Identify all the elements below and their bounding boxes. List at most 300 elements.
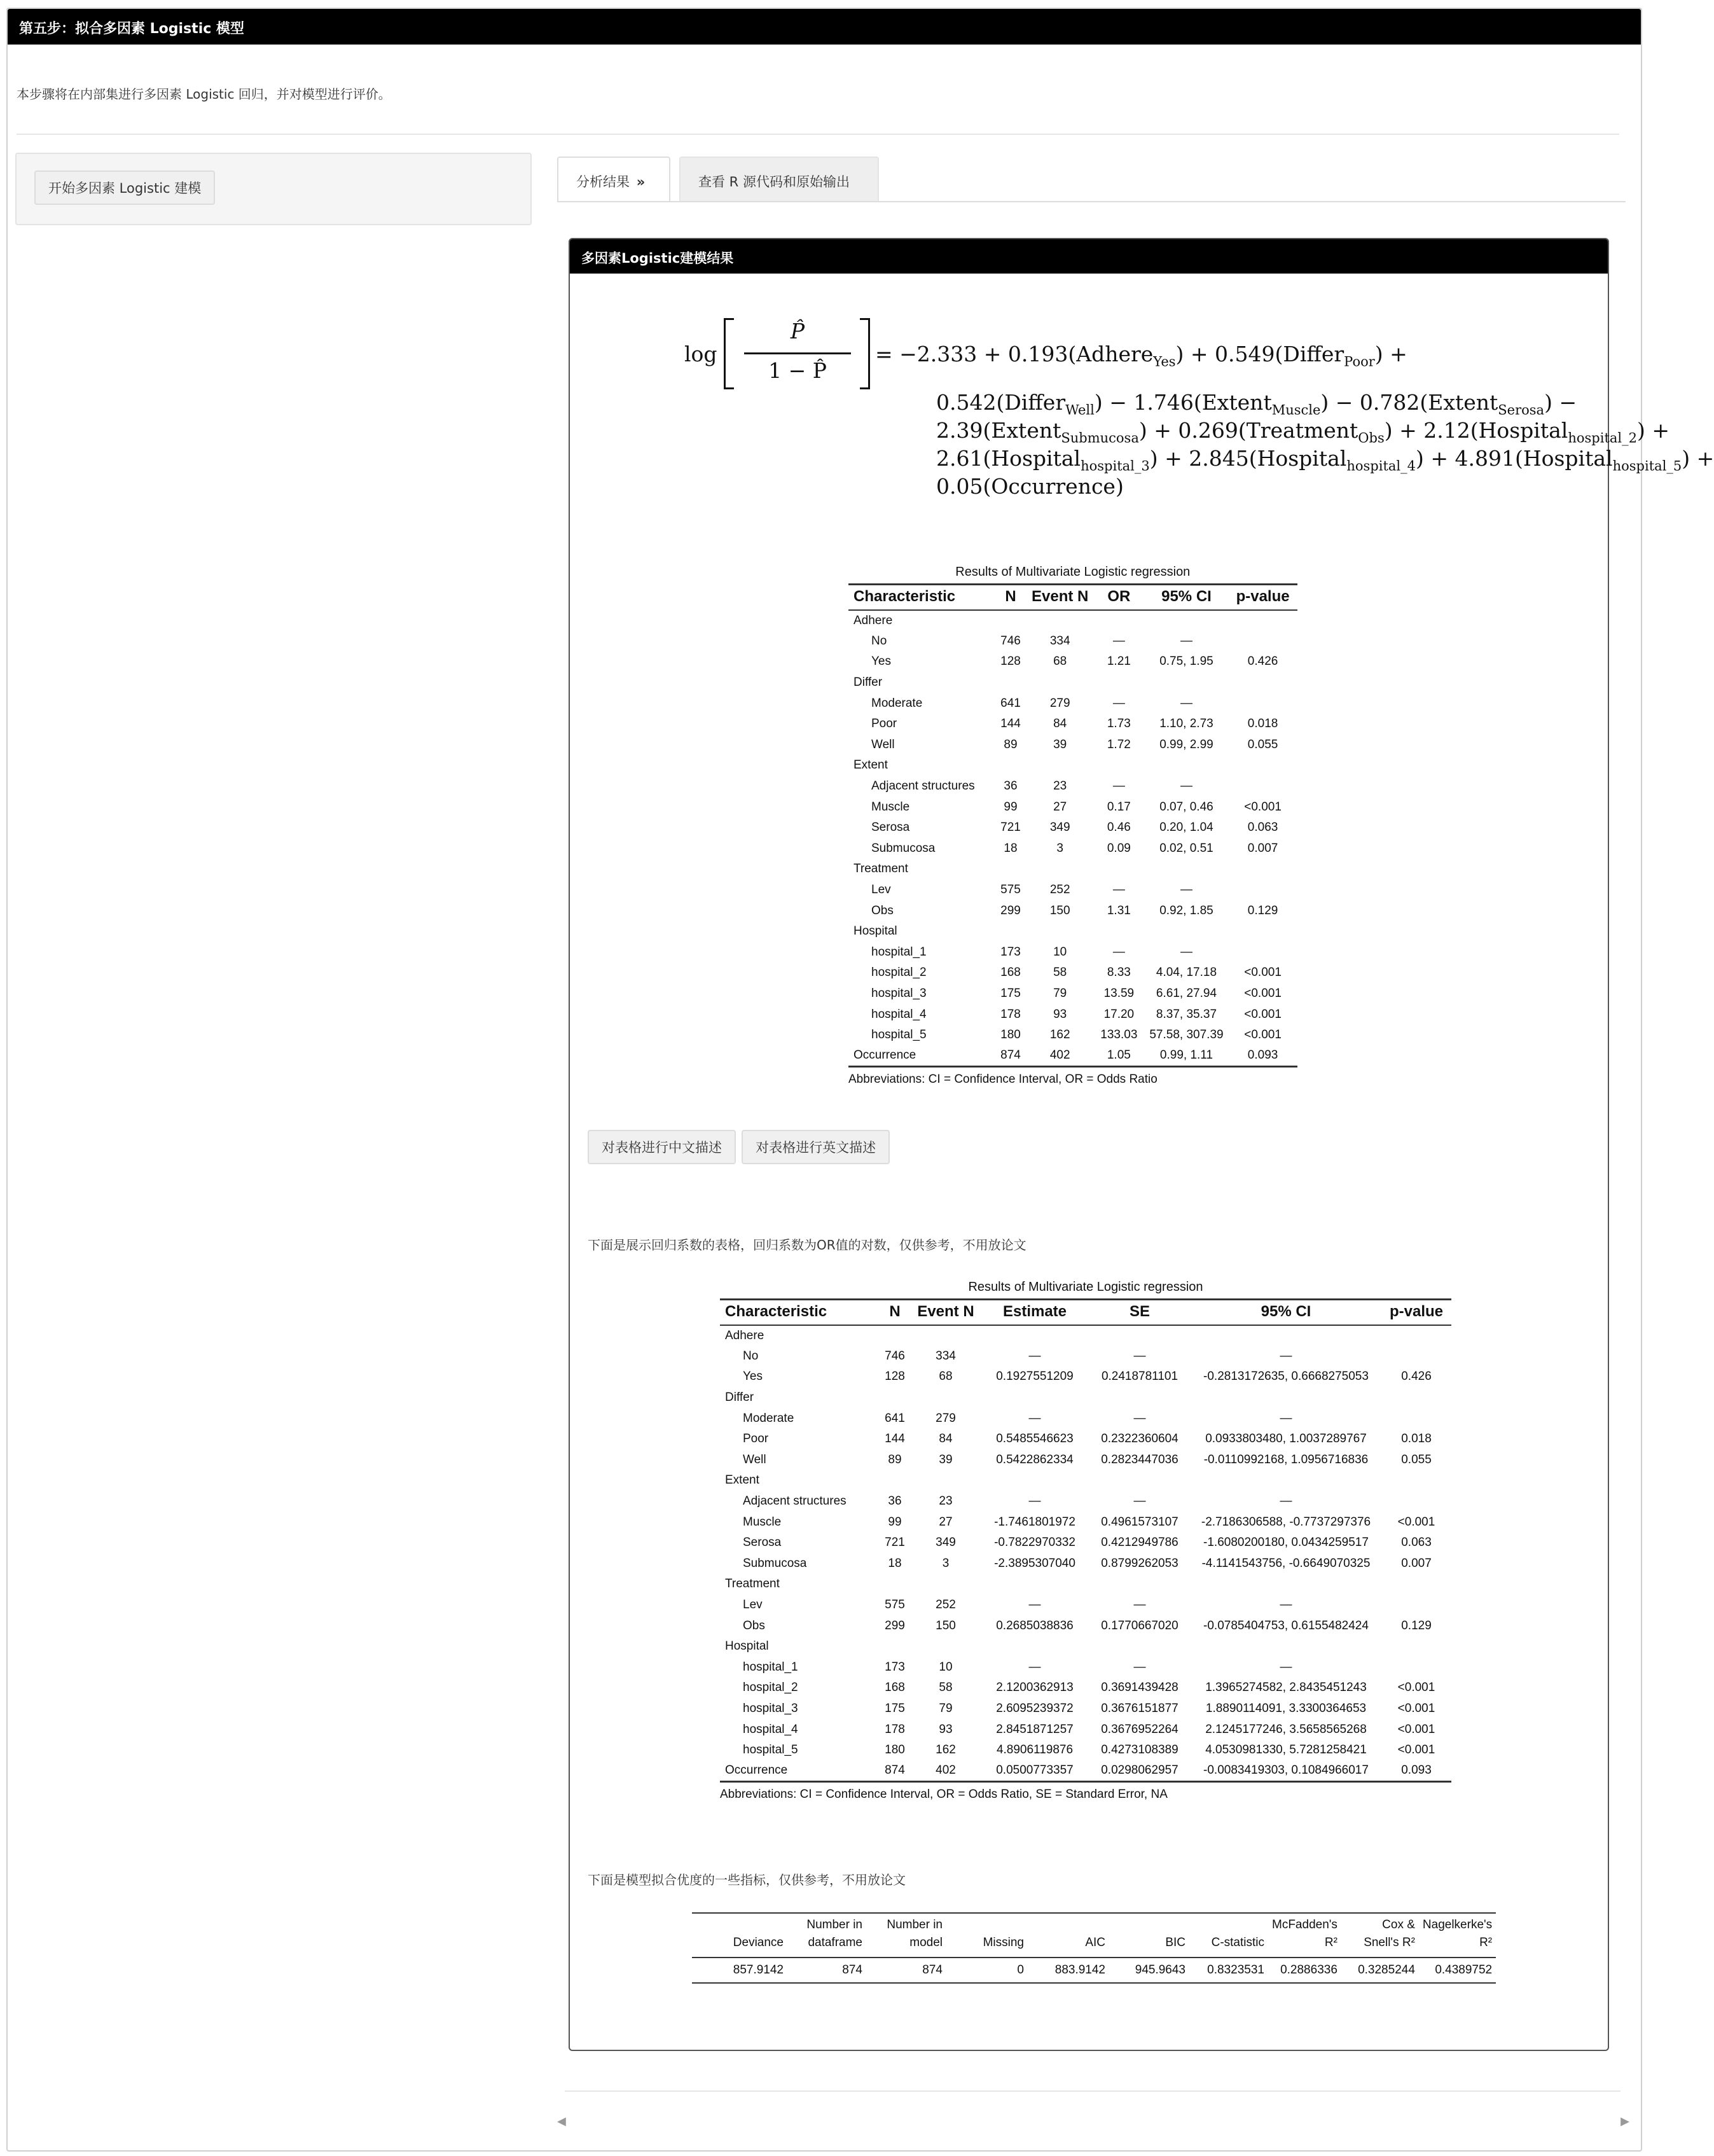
- or-table-cell: [1229, 672, 1297, 693]
- fit-value-cell: 0.2886336: [1268, 1958, 1341, 1983]
- table-row: [848, 755, 1297, 776]
- coef-table-cell: Moderate: [743, 1411, 794, 1425]
- coef-table-cell: -0.2813172635, 0.6668275053: [1203, 1370, 1369, 1384]
- result-panel: [569, 238, 1714, 2051]
- or-table-cell: Submucosa: [871, 841, 936, 855]
- table-row: [720, 1760, 1451, 1781]
- or-header-cell: 95% CI: [1144, 585, 1228, 611]
- horizontal-scrollbar[interactable]: [557, 2115, 1629, 2130]
- or-table-cell: 299: [1000, 903, 1021, 917]
- or-header-cell: OR: [1093, 585, 1144, 611]
- coef-table-cell: 0.2823447036: [1101, 1452, 1178, 1466]
- or-table-cell: 175: [1000, 986, 1021, 1000]
- or-table-cell: 128: [1000, 655, 1021, 669]
- formula-text: ) +: [1374, 342, 1407, 366]
- coef-table-cell: 84: [939, 1432, 953, 1446]
- or-table-cell: [1026, 755, 1093, 776]
- or-table-cell: 0.99, 1.11: [1144, 1045, 1228, 1066]
- table-row: [848, 693, 1297, 714]
- coef-table-cell: [1191, 1470, 1381, 1491]
- or-table-cell: 0.20, 1.04: [1159, 821, 1213, 835]
- or-table-cell: 0.75, 1.95: [1159, 655, 1213, 669]
- or-table-cell: 0.99, 2.99: [1159, 737, 1213, 751]
- or-table-cell: 746: [1000, 634, 1021, 648]
- coef-table-cell: 173: [885, 1660, 905, 1674]
- or-table-cell: <0.001: [1244, 986, 1282, 1000]
- divider: [17, 134, 1619, 135]
- or-table-cell: 162: [1049, 1028, 1070, 1042]
- or-table-cell: 0.093: [1229, 1045, 1297, 1066]
- coef-table-cell: <0.001: [1397, 1701, 1435, 1715]
- formula-subscript: Well: [1065, 402, 1095, 418]
- step-title: 第五步：拟合多因素 Logistic 模型: [8, 9, 1641, 45]
- or-table-cell: [1229, 693, 1297, 714]
- table-row: [848, 900, 1297, 921]
- table-row: [848, 631, 1297, 652]
- coef-table-cell: [911, 1574, 981, 1595]
- tab-analysis-results[interactable]: [557, 156, 670, 202]
- or-header-cell: N: [995, 585, 1026, 611]
- or-table-cell: <0.001: [1244, 966, 1282, 980]
- or-table-cell: 0.02, 0.51: [1159, 841, 1213, 855]
- table-row: [848, 963, 1297, 984]
- coef-table-cell: 79: [939, 1701, 953, 1715]
- coef-table-cell: 144: [885, 1432, 905, 1446]
- or-table-cell: Yes: [871, 655, 891, 669]
- coef-table-cell: —: [1133, 1349, 1146, 1363]
- tab-label: 分析结果: [576, 174, 630, 190]
- coef-table-note: 下面是展示回归系数的表格，回归系数为OR值的对数，仅供参考，不用放论文: [588, 1237, 1026, 1253]
- coef-table-cell: [1381, 1491, 1451, 1512]
- coef-table-cell: 4.0530981330, 5.7281258421: [1205, 1743, 1367, 1757]
- coef-header-cell: 95% CI: [1191, 1300, 1381, 1326]
- or-table-cell: [1229, 942, 1297, 963]
- coef-table-cell: -1.7461801972: [994, 1515, 1075, 1529]
- or-table-cell: —: [1180, 883, 1192, 897]
- coef-table-cell: Obs: [743, 1618, 765, 1632]
- coef-table-cell: 93: [939, 1722, 953, 1736]
- or-table-cell: 79: [1053, 986, 1067, 1000]
- coef-table-cell: 0.063: [1401, 1536, 1432, 1550]
- coef-table-cell: [879, 1325, 911, 1346]
- or-table-cell: 874: [995, 1045, 1026, 1066]
- or-table-cell: <0.001: [1244, 1028, 1282, 1042]
- or-table-cell: hospital_4: [871, 1007, 927, 1021]
- or-table-cell: 68: [1053, 655, 1067, 669]
- or-table-cell: [1229, 631, 1297, 652]
- or-table-cell: [1026, 921, 1093, 942]
- table-row: [720, 1450, 1451, 1471]
- or-table-cell: 99: [1004, 800, 1018, 814]
- formula-text: = −2.333 + 0.193(Adhere: [875, 342, 1154, 366]
- or-table-cell: 144: [1000, 717, 1021, 731]
- or-table-cell: 252: [1049, 883, 1070, 897]
- or-table-cell: 0.426: [1247, 655, 1278, 669]
- table-row: [720, 1512, 1451, 1533]
- coef-table-cell: Serosa: [743, 1536, 782, 1550]
- coef-table-cell: 252: [936, 1598, 956, 1612]
- table-row: [720, 1346, 1451, 1367]
- or-table-cell: 180: [1000, 1028, 1021, 1042]
- or-table-cell: 17.20: [1103, 1007, 1135, 1021]
- coef-table-cell: 2.1200362913: [996, 1681, 1074, 1695]
- coef-table-cell: [1089, 1574, 1191, 1595]
- or-table-cell: —: [1180, 945, 1192, 959]
- coef-table-cell: Muscle: [743, 1515, 782, 1529]
- table-row: [848, 1045, 1297, 1066]
- formula-denominator: 1 − P̂: [768, 358, 827, 383]
- or-table-cell: —: [1112, 696, 1125, 710]
- coef-table-cell: 0.018: [1401, 1432, 1432, 1446]
- coef-table-cell: —: [1133, 1598, 1146, 1612]
- coef-table-cell: <0.001: [1397, 1722, 1435, 1736]
- coef-table-cell: Poor: [743, 1432, 769, 1446]
- table-row: [848, 1025, 1297, 1046]
- coef-table-cell: 721: [885, 1536, 905, 1550]
- or-table-cell: 39: [1053, 737, 1067, 751]
- or-table-cell: 173: [1000, 945, 1021, 959]
- formula-subscript: Obs: [1358, 430, 1385, 446]
- formula-text: ) + 0.269(Treatment: [1138, 418, 1358, 443]
- fit-value-cell: 883.9142: [1028, 1958, 1109, 1983]
- formula-numerator: P̂: [790, 319, 805, 344]
- coef-table-cell: —: [1280, 1598, 1292, 1612]
- start-modeling-button[interactable]: 开始多因素 Logistic 建模: [34, 170, 215, 205]
- or-table-cell: 4.04, 17.18: [1156, 966, 1217, 980]
- or-header-cell: p-value: [1229, 585, 1297, 611]
- tab-divider: [557, 201, 1626, 202]
- coef-table-cell: 349: [936, 1536, 956, 1550]
- coef-table-cell: Well: [743, 1452, 766, 1466]
- table-row: [720, 1699, 1451, 1720]
- fit-value-cell: 945.9643: [1109, 1958, 1189, 1983]
- coef-table-cell: -0.0110992168, 1.0956716836: [1203, 1452, 1369, 1466]
- or-table-cell: Occurrence: [848, 1045, 995, 1066]
- formula-subscript: Serosa: [1498, 402, 1545, 418]
- or-table-cell: [1026, 610, 1093, 631]
- fit-value-cell: 0: [946, 1958, 1028, 1983]
- coef-table-cell: -0.0083419303, 0.1084966017: [1191, 1760, 1381, 1781]
- coef-table-cell: 0.8799262053: [1101, 1556, 1178, 1570]
- coef-table-cell: 402: [911, 1760, 981, 1781]
- or-table-cell: 402: [1026, 1045, 1093, 1066]
- coef-table-cell: hospital_3: [743, 1701, 798, 1715]
- coef-table-cell: 1.3965274582, 2.8435451243: [1205, 1681, 1367, 1695]
- coef-table-cell: [1089, 1387, 1191, 1408]
- coef-table-cell: Extent: [725, 1473, 759, 1487]
- or-table-cell: Adhere: [854, 613, 893, 627]
- coef-table-cell: [1381, 1657, 1451, 1678]
- coef-header-cell: SE: [1089, 1300, 1191, 1326]
- or-table-cell: 84: [1053, 717, 1067, 731]
- table-row: [720, 1740, 1451, 1761]
- fit-header-cell: Missing: [946, 1913, 1028, 1958]
- or-table-abbreviations: Abbreviations: CI = Confidence Interval, OR = Odds Ratio: [848, 1072, 1158, 1086]
- coef-table-cell: [1089, 1325, 1191, 1346]
- or-table-cell: 178: [1000, 1007, 1021, 1021]
- coef-table-cell: 23: [939, 1494, 953, 1508]
- coef-table-cell: 36: [888, 1494, 902, 1508]
- fit-value-cell: 0.3285244: [1341, 1958, 1419, 1983]
- coef-table-cell: -1.6080200180, 0.0434259517: [1203, 1536, 1369, 1550]
- coef-table-cell: 10: [939, 1660, 953, 1674]
- scroll-right-icon[interactable]: ▶: [1621, 2115, 1629, 2128]
- coef-table-cell: <0.001: [1397, 1515, 1435, 1529]
- formula-subscript: Muscle: [1271, 402, 1321, 418]
- coef-table-cell: —: [1280, 1494, 1292, 1508]
- coef-table-cell: [1191, 1325, 1381, 1346]
- coef-table-cell: 168: [885, 1681, 905, 1695]
- coef-table-cell: [911, 1325, 981, 1346]
- fit-header-cell: AIC: [1028, 1913, 1109, 1958]
- table-row: [720, 1595, 1451, 1616]
- table-row: [848, 984, 1297, 1005]
- or-table-cell: 0.17: [1107, 800, 1131, 814]
- coef-table-cell: 128: [885, 1370, 905, 1384]
- describe-buttons: [588, 1130, 892, 1164]
- coef-header-cell: Characteristic: [720, 1300, 879, 1326]
- or-table-cell: —: [1112, 634, 1125, 648]
- coef-table-cell: —: [1028, 1598, 1041, 1612]
- coef-table-cell: 0.3691439428: [1101, 1681, 1178, 1695]
- or-table-cell: 1.05: [1093, 1045, 1144, 1066]
- or-table-cell: 0.92, 1.85: [1159, 903, 1213, 917]
- or-table-cell: Muscle: [871, 800, 910, 814]
- table-row: [720, 1387, 1451, 1408]
- table-row: [848, 880, 1297, 901]
- coef-table-cell: 0.4961573107: [1101, 1515, 1178, 1529]
- or-table-cell: Hospital: [854, 924, 897, 938]
- or-table-cell: 0.055: [1247, 737, 1278, 751]
- table-row: [720, 1657, 1451, 1678]
- coef-table-cell: [1089, 1470, 1191, 1491]
- fit-table-note: 下面是模型拟合优度的一些指标，仅供参考，不用放论文: [588, 1872, 906, 1888]
- fit-value-cell: 0.4389752: [1419, 1958, 1496, 1983]
- coef-table-cell: 99: [888, 1515, 902, 1529]
- coef-header-cell: p-value: [1381, 1300, 1451, 1326]
- or-table-cell: 18: [1004, 841, 1018, 855]
- formula-subscript: hospital_5: [1612, 458, 1682, 474]
- formula-subscript: Submucosa: [1061, 430, 1139, 446]
- or-table-cell: 89: [1004, 737, 1018, 751]
- coef-table-cell: [1381, 1325, 1451, 1346]
- or-table-cell: 36: [1004, 779, 1018, 793]
- coef-table-cell: hospital_2: [743, 1681, 798, 1695]
- coef-header-cell: N: [879, 1300, 911, 1326]
- or-table-cell: 0.018: [1247, 717, 1278, 731]
- coef-table-cell: —: [1280, 1660, 1292, 1674]
- or-table-cell: [1229, 859, 1297, 880]
- or-table-cell: 349: [1049, 821, 1070, 835]
- fit-value-cell: 0.8323531: [1189, 1958, 1268, 1983]
- tab-r-source[interactable]: [679, 156, 879, 202]
- or-table-cell: 1.31: [1107, 903, 1131, 917]
- table-row: [848, 1004, 1297, 1025]
- describe-chinese-button[interactable]: 对表格进行中文描述: [588, 1130, 736, 1164]
- table-row: [848, 942, 1297, 963]
- formula-subscript: Poor: [1344, 354, 1375, 370]
- fit-header-cell: McFadden's R²: [1268, 1913, 1341, 1958]
- or-table-cell: —: [1180, 779, 1192, 793]
- formula-subscript: Yes: [1153, 354, 1176, 370]
- coef-table-cell: 0.0298062957: [1089, 1760, 1191, 1781]
- or-table-cell: Moderate: [871, 696, 923, 710]
- table-row: [848, 921, 1297, 942]
- fit-table-block: [692, 1912, 1496, 1984]
- coef-table-cell: -0.0785404753, 0.6155482424: [1203, 1618, 1369, 1632]
- or-table-cell: 1.10, 2.73: [1159, 717, 1213, 731]
- or-table-cell: 334: [1049, 634, 1070, 648]
- describe-english-button[interactable]: 对表格进行英文描述: [742, 1130, 890, 1164]
- coef-header-cell: Event N: [911, 1300, 981, 1326]
- table-row: [720, 1408, 1451, 1429]
- formula-text: ) − 1.746(Extent: [1094, 390, 1272, 415]
- or-table-cell: 721: [1000, 821, 1021, 835]
- or-table-cell: 1.21: [1107, 655, 1131, 669]
- coef-table-cell: —: [1028, 1660, 1041, 1674]
- or-table-cell: Lev: [871, 883, 891, 897]
- coef-table-cell: 0.129: [1401, 1618, 1432, 1632]
- coef-table-cell: [1381, 1470, 1451, 1491]
- or-table-cell: 93: [1053, 1007, 1067, 1021]
- table-row: [720, 1719, 1451, 1740]
- formula-line-5: [936, 472, 1124, 501]
- or-table-cell: [995, 921, 1026, 942]
- table-row: [720, 1533, 1451, 1554]
- result-panel-title: 多因素Logistic建模结果: [570, 239, 1608, 274]
- or-table-cell: Serosa: [871, 821, 910, 835]
- or-table-cell: 27: [1053, 800, 1067, 814]
- coef-table-cell: 68: [939, 1370, 953, 1384]
- table-row: [720, 1429, 1451, 1450]
- scroll-left-icon[interactable]: ◀: [557, 2115, 566, 2128]
- or-table-cell: [1229, 755, 1297, 776]
- coef-table-cell: 58: [939, 1681, 953, 1695]
- formula-text: ) − 0.782(Extent: [1320, 390, 1498, 415]
- coef-table-cell: 746: [885, 1349, 905, 1363]
- table-row: [848, 735, 1297, 756]
- table-row: [720, 1367, 1451, 1387]
- or-header-cell: Characteristic: [848, 585, 995, 611]
- bottom-divider: [565, 2090, 1621, 2092]
- or-table-cell: Extent: [854, 758, 888, 772]
- coef-table-cell: 178: [885, 1722, 905, 1736]
- fit-header-cell: Nagelkerke's R²: [1419, 1913, 1496, 1958]
- coef-table-cell: Hospital: [725, 1639, 769, 1653]
- or-table-cell: 23: [1053, 779, 1067, 793]
- coef-table-cell: 0.093: [1381, 1760, 1451, 1781]
- coef-table-cell: [1191, 1636, 1381, 1657]
- coef-table-cell: [1381, 1387, 1451, 1408]
- or-table-cell: 10: [1053, 945, 1067, 959]
- or-table-cell: [1144, 859, 1228, 880]
- formula-text: 2.61(Hospital: [936, 446, 1081, 471]
- coef-table-cell: 0.2322360604: [1101, 1432, 1178, 1446]
- or-table-cell: <0.001: [1244, 1007, 1282, 1021]
- or-table-cell: [1229, 880, 1297, 901]
- or-table-cell: 279: [1049, 696, 1070, 710]
- coef-table-cell: -0.7822970332: [994, 1536, 1075, 1550]
- coef-table-cell: No: [743, 1349, 759, 1363]
- fit-value-cell: 857.9142: [692, 1958, 787, 1983]
- coef-table-cell: 175: [885, 1701, 905, 1715]
- coef-table-cell: —: [1280, 1411, 1292, 1425]
- coef-table-cell: 3: [942, 1556, 950, 1570]
- coef-table: [720, 1298, 1451, 1783]
- double-chevron-right-icon: »: [636, 174, 646, 190]
- table-row: [720, 1325, 1451, 1346]
- coef-table-cell: [981, 1636, 1089, 1657]
- coef-table-cell: —: [1133, 1494, 1146, 1508]
- or-table-cell: 57.58, 307.39: [1149, 1028, 1224, 1042]
- coef-table-cell: —: [1028, 1494, 1041, 1508]
- coef-table-cell: 162: [936, 1743, 956, 1757]
- table-row: [720, 1678, 1451, 1699]
- or-table-cell: 0.063: [1247, 821, 1278, 835]
- table-row: [848, 796, 1297, 817]
- or-table-cell: 0.09: [1107, 841, 1131, 855]
- coef-table-cell: 2.8451871257: [996, 1722, 1074, 1736]
- coef-table-cell: 2.1245177246, 3.5658565268: [1205, 1722, 1367, 1736]
- coef-table-cell: [1191, 1574, 1381, 1595]
- or-table-cell: [1229, 776, 1297, 797]
- fraction-bar: [744, 352, 851, 354]
- coef-table-cell: 0.055: [1401, 1452, 1432, 1466]
- coef-table-cell: 39: [939, 1452, 953, 1466]
- or-table-cell: [1093, 859, 1144, 880]
- coef-table-cell: Adjacent structures: [743, 1494, 847, 1508]
- coef-table-cell: —: [1028, 1349, 1041, 1363]
- formula-text: ) + 4.891(Hospital: [1416, 446, 1613, 471]
- or-table-cell: 1.73: [1107, 717, 1131, 731]
- coef-table-cell: Treatment: [725, 1577, 780, 1591]
- or-table-cell: Differ: [854, 676, 883, 690]
- or-header-cell: Event N: [1026, 585, 1093, 611]
- or-table-cell: 133.03: [1100, 1028, 1138, 1042]
- coef-table-cell: [911, 1387, 981, 1408]
- or-table-cell: 0.07, 0.46: [1159, 800, 1213, 814]
- or-table-cell: 575: [1000, 883, 1021, 897]
- or-table-cell: hospital_3: [871, 986, 927, 1000]
- coef-table-cell: 299: [885, 1618, 905, 1632]
- coef-table-cell: hospital_1: [743, 1660, 798, 1674]
- coef-table-cell: [879, 1470, 911, 1491]
- coef-table-cell: 150: [936, 1618, 956, 1632]
- coef-table-cell: 0.1927551209: [996, 1370, 1074, 1384]
- or-table-cell: 168: [1000, 966, 1021, 980]
- formula-line-1: [875, 340, 1407, 377]
- coef-table-cell: 575: [885, 1598, 905, 1612]
- or-table-cell: hospital_2: [871, 966, 927, 980]
- or-table-cell: 1.72: [1107, 737, 1131, 751]
- coef-table-cell: 2.6095239372: [996, 1701, 1074, 1715]
- tab-label: 查看 R 源代码和原始输出: [698, 174, 850, 190]
- or-table-cell: Poor: [871, 717, 897, 731]
- table-row: [720, 1491, 1451, 1512]
- or-table: [848, 583, 1297, 1068]
- coef-table-cell: [1381, 1408, 1451, 1429]
- coef-table-cell: 0.3676151877: [1101, 1701, 1178, 1715]
- formula-text: ) + 2.845(Hospital: [1149, 446, 1347, 471]
- fit-header-cell: Cox & Snell's R²: [1341, 1913, 1419, 1958]
- table-row: [720, 1470, 1451, 1491]
- coef-table-cell: -4.1141543756, -0.6649070325: [1201, 1556, 1371, 1570]
- coef-table-cell: [1191, 1387, 1381, 1408]
- coef-table-cell: 0.0500773357: [981, 1760, 1089, 1781]
- coef-table-cell: Yes: [743, 1370, 763, 1384]
- or-table-cell: hospital_1: [871, 945, 927, 959]
- coef-table-cell: 0.426: [1401, 1370, 1432, 1384]
